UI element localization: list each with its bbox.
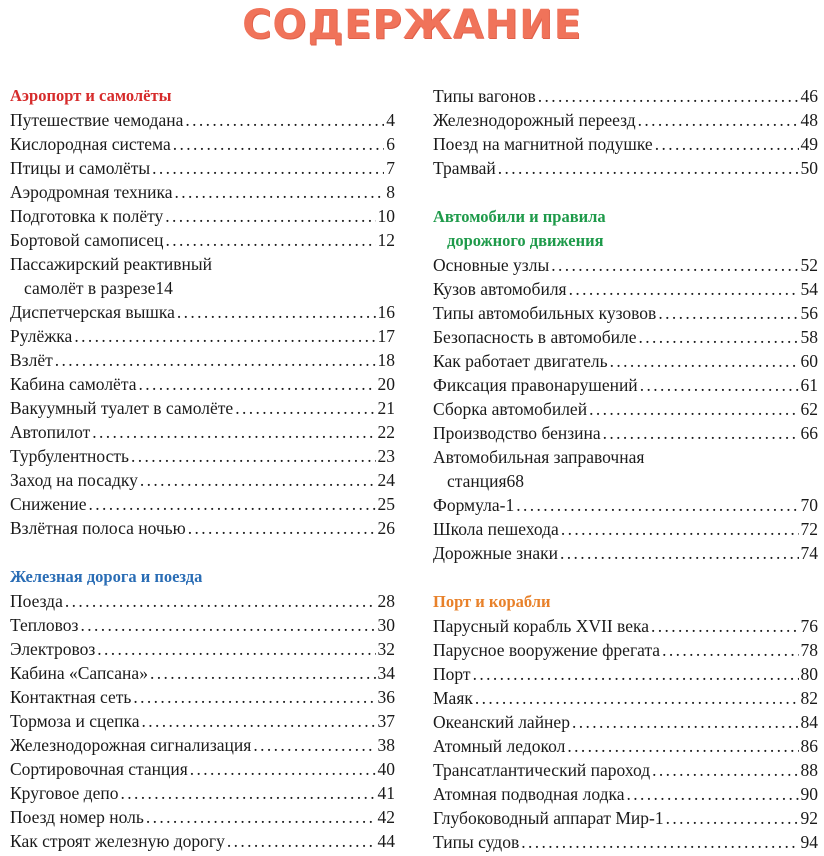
toc-entry-continuation (10, 276, 395, 300)
toc-entry[interactable] (10, 805, 395, 829)
toc-entry[interactable] (10, 733, 395, 757)
toc-page-number: 12 (377, 230, 395, 250)
toc-left-column (10, 84, 395, 853)
toc-entry-title: Кабина «Сапсана» (10, 663, 148, 683)
section-heading (10, 84, 395, 108)
toc-entry[interactable] (10, 156, 395, 180)
toc-page-number: 46 (800, 86, 818, 106)
toc-entry-title: Атомный ледокол (433, 736, 566, 756)
dot-leader (133, 685, 375, 709)
dot-leader (498, 156, 799, 180)
toc-page-number: 80 (800, 664, 818, 684)
dot-leader (152, 156, 384, 180)
toc-entry[interactable] (433, 710, 818, 734)
toc-entry[interactable] (433, 517, 818, 541)
toc-entry[interactable] (10, 300, 395, 324)
toc-entry-title: Школа пешехода (433, 519, 559, 539)
toc-entry[interactable] (10, 781, 395, 805)
toc-entry-title: Основные узлы (433, 255, 550, 275)
toc-page-number: 94 (800, 832, 818, 852)
toc-entry-title: Кабина самолёта (10, 374, 137, 394)
toc-page-number: 66 (800, 423, 818, 443)
dot-leader (652, 758, 798, 782)
dot-leader (610, 349, 799, 373)
toc-entry-title: Дорожные знаки (433, 543, 559, 563)
dot-leader (146, 805, 376, 829)
toc-entry-title: Снижение (10, 494, 87, 514)
toc-page-number: 17 (377, 326, 395, 346)
toc-entry[interactable] (433, 614, 818, 638)
toc-page-number: 16 (377, 302, 395, 322)
toc-page-number: 54 (800, 279, 818, 299)
toc-entry[interactable] (433, 758, 818, 782)
toc-right-column (433, 84, 818, 854)
toc-page-number: 70 (800, 495, 818, 515)
toc-entry-title: Диспетчерская вышка (10, 302, 175, 322)
toc-entry-title: Маяк (433, 688, 473, 708)
toc-entry[interactable] (10, 516, 395, 540)
toc-entry-title: Автомобильная заправочная (433, 447, 645, 467)
toc-page-number: 41 (377, 783, 395, 803)
toc-entry[interactable] (433, 493, 818, 517)
toc-page-number: 62 (800, 399, 818, 419)
toc-entry-title: Пассажирский реактивный (10, 254, 213, 274)
toc-section (433, 205, 818, 565)
toc-entry[interactable] (10, 492, 395, 516)
toc-entry[interactable] (433, 782, 818, 806)
dot-leader (175, 180, 385, 204)
toc-entry-title: Вакуумный туалет в самолёте (10, 398, 234, 418)
dot-leader (561, 517, 799, 541)
section-heading (10, 565, 395, 589)
toc-entry-title: Трамвай (433, 158, 496, 178)
toc-entry-title: Формула-1 (433, 495, 515, 515)
toc-entry[interactable] (10, 372, 395, 396)
section-heading-line: Железная дорога и поезда (10, 567, 203, 586)
dot-leader (640, 373, 799, 397)
toc-entry[interactable] (433, 541, 818, 565)
dot-leader (173, 132, 384, 156)
toc-page-number: 32 (377, 639, 395, 659)
dot-leader (97, 637, 375, 661)
toc-entry-title: Глубоководный аппарат Мир-1 (433, 808, 664, 828)
toc-page-number: 28 (377, 591, 395, 611)
toc-page-number: 72 (800, 519, 818, 539)
toc-entry-title: Турбулентность (10, 446, 129, 466)
toc-entry-title: Путешествие чемодана (10, 110, 184, 130)
toc-entry-title: Сборка автомобилей (433, 399, 588, 419)
toc-page-number: 48 (800, 110, 818, 130)
dot-leader (662, 638, 798, 662)
dot-leader (55, 348, 376, 372)
toc-entry-title: Железнодорожная сигнализация (10, 735, 252, 755)
toc-entry-title: Птицы и самолёты (10, 158, 151, 178)
toc-page-number: 60 (800, 351, 818, 371)
dot-leader (666, 806, 799, 830)
toc-page-number: 20 (377, 374, 395, 394)
toc-entry[interactable] (10, 709, 395, 733)
toc-entry-title: станция (447, 471, 507, 491)
toc-entry-title: Тормоза и сцепка (10, 711, 140, 731)
toc-page-number: 49 (800, 134, 818, 154)
toc-entry[interactable] (10, 228, 395, 252)
toc-entry[interactable] (10, 420, 395, 444)
toc-entry[interactable] (433, 373, 818, 397)
toc-entry[interactable] (433, 806, 818, 830)
dot-leader (92, 420, 375, 444)
toc-entry-title: Поезда (10, 591, 63, 611)
toc-page-number: 40 (377, 759, 395, 779)
toc-entry-title: Автопилот (10, 422, 91, 442)
toc-entry[interactable] (433, 301, 818, 325)
toc-entry-title: Типы автомобильных кузовов (433, 303, 657, 323)
toc-entry-title: Типы вагонов (433, 86, 536, 106)
dot-leader (177, 300, 376, 324)
dot-leader (142, 709, 376, 733)
dot-leader (589, 397, 798, 421)
toc-entry[interactable] (10, 204, 395, 228)
toc-page-number: 50 (800, 158, 818, 178)
toc-entry-title: Электровоз (10, 639, 96, 659)
dot-leader (651, 614, 799, 638)
dot-leader (89, 492, 376, 516)
toc-entry[interactable] (10, 637, 395, 661)
section-heading (433, 205, 818, 253)
toc-page-number: 21 (377, 398, 395, 418)
toc-entry[interactable] (433, 662, 818, 686)
toc-page-number: 23 (377, 446, 395, 466)
dot-leader (235, 396, 375, 420)
dot-leader (638, 108, 799, 132)
toc-page-number: 88 (800, 760, 818, 780)
toc-entry[interactable] (433, 84, 818, 108)
toc-entry[interactable] (10, 180, 395, 204)
toc-page-number: 92 (800, 808, 818, 828)
toc-page-number: 38 (377, 735, 395, 755)
toc-entry[interactable] (433, 253, 818, 277)
toc-page-number: 30 (377, 615, 395, 635)
toc-page-number: 42 (377, 807, 395, 827)
toc-page-number: 74 (800, 543, 818, 563)
toc-page-number: 25 (377, 494, 395, 514)
toc-entry-title: Порт (433, 664, 471, 684)
dot-leader (74, 324, 375, 348)
toc-page-number: 37 (377, 711, 395, 731)
toc-entry-title: Тепловоз (10, 615, 79, 635)
toc-entry-title: Парусный корабль XVII века (433, 616, 649, 636)
dot-leader (572, 710, 799, 734)
dot-leader (166, 228, 376, 252)
toc-entry-title: Безопасность в автомобиле (433, 327, 637, 347)
toc-page-number: 18 (377, 350, 395, 370)
toc-entry[interactable] (433, 638, 818, 662)
toc-entry[interactable] (10, 757, 395, 781)
toc-entry-title: Взлётная полоса ночью (10, 518, 186, 538)
toc-entry-title: самолёт в разрезе (24, 278, 156, 298)
toc-entry[interactable] (10, 661, 395, 685)
toc-page-number: 61 (800, 375, 818, 395)
toc-section (433, 84, 818, 180)
toc-entry[interactable] (433, 325, 818, 349)
toc-entry-title: Бортовой самописец (10, 230, 164, 250)
toc-page-number: 8 (386, 182, 395, 202)
toc-entry-title: Фиксация правонарушений (433, 375, 638, 395)
toc-entry[interactable] (10, 613, 395, 637)
toc-entry[interactable] (433, 108, 818, 132)
dot-leader (638, 325, 798, 349)
dot-leader (569, 277, 799, 301)
toc-entry-title: Трансатлантический пароход (433, 760, 651, 780)
toc-page-number: 36 (377, 687, 395, 707)
toc-entry-title: Кузов автомобиля (433, 279, 567, 299)
dot-leader (185, 108, 384, 132)
toc-entry-title: Подготовка к полёту (10, 206, 164, 226)
toc-entry-title: Типы судов (433, 832, 520, 852)
dot-leader (603, 421, 799, 445)
toc-entry[interactable] (10, 589, 395, 613)
toc-page-number: 82 (800, 688, 818, 708)
toc-entry[interactable] (433, 349, 818, 373)
toc-entry-title: Океанский лайнер (433, 712, 570, 732)
dot-leader (560, 541, 798, 565)
toc-entry-title: Аэродромная техника (10, 182, 173, 202)
toc-entry-title: Круговое депо (10, 783, 119, 803)
dot-leader (538, 84, 799, 108)
toc-entry[interactable] (10, 324, 395, 348)
toc-entry-title: Поезд на магнитной подушке (433, 134, 653, 154)
toc-section (433, 590, 818, 854)
toc-page-number: 58 (800, 327, 818, 347)
toc-page-number: 44 (377, 831, 395, 851)
toc-page-number: 52 (800, 255, 818, 275)
toc-entry[interactable] (10, 829, 395, 853)
toc-entry[interactable] (433, 686, 818, 710)
toc-entry-title: Как работает двигатель (433, 351, 608, 371)
section-heading-line: Аэропорт и самолёты (10, 86, 172, 105)
toc-page-number: 56 (800, 303, 818, 323)
dot-leader (658, 301, 798, 325)
section-heading-line: дорожного движения (447, 231, 604, 250)
section-heading-line: Автомобили и правила (433, 207, 606, 226)
toc-entry[interactable] (433, 421, 818, 445)
toc-entry-title: Парусное вооружение фрегата (433, 640, 661, 660)
toc-page-number: 24 (377, 470, 395, 490)
toc-entry-title: Производство бензина (433, 423, 601, 443)
toc-page-number: 22 (377, 422, 395, 442)
toc-entry[interactable] (10, 444, 395, 468)
dot-leader (473, 662, 799, 686)
toc-entry-title: Кислородная система (10, 134, 171, 154)
toc-entry-title: Железнодорожный переезд (433, 110, 636, 130)
toc-page-number: 14 (155, 278, 173, 298)
dot-leader (253, 733, 375, 757)
toc-entry[interactable] (10, 132, 395, 156)
toc-entry-title: Рулёжка (10, 326, 73, 346)
toc-entry[interactable] (10, 108, 395, 132)
toc-entry[interactable] (433, 156, 818, 180)
dot-leader (190, 757, 376, 781)
toc-entry-title: Контактная сеть (10, 687, 132, 707)
dot-leader (567, 734, 798, 758)
toc-page-number: 90 (800, 784, 818, 804)
toc-entry-title: Взлёт (10, 350, 53, 370)
toc-entry[interactable] (433, 734, 818, 758)
toc-page-number: 7 (386, 158, 395, 178)
dot-leader (140, 468, 376, 492)
toc-page-number: 76 (800, 616, 818, 636)
page-title: СОДЕРЖАНИЕ (242, 2, 582, 48)
toc-entry[interactable] (433, 132, 818, 156)
dot-leader (626, 782, 798, 806)
toc-entry[interactable] (10, 396, 395, 420)
dot-leader (655, 132, 799, 156)
dot-leader (138, 372, 375, 396)
dot-leader (227, 829, 376, 853)
toc-entry-title: Как строят железную дорогу (10, 831, 225, 851)
toc-entry[interactable] (10, 252, 395, 300)
dot-leader (475, 686, 799, 710)
toc-page-number: 26 (377, 518, 395, 538)
toc-section (10, 565, 395, 853)
dot-leader (188, 516, 376, 540)
dot-leader (165, 204, 375, 228)
toc-entry-title: Заход на посадку (10, 470, 138, 490)
toc-entry[interactable] (10, 468, 395, 492)
toc-entry[interactable] (433, 397, 818, 421)
toc-entry[interactable] (433, 830, 818, 854)
toc-entry-title: Атомная подводная лодка (433, 784, 625, 804)
toc-entry[interactable] (10, 348, 395, 372)
section-heading (433, 590, 818, 614)
toc-section (10, 84, 395, 540)
toc-page-number: 4 (386, 110, 395, 130)
toc-entry[interactable] (433, 277, 818, 301)
dot-leader (80, 613, 375, 637)
dot-leader (516, 493, 798, 517)
toc-entry[interactable] (433, 445, 818, 493)
toc-page-number: 86 (800, 736, 818, 756)
toc-entry-title: Поезд номер ноль (10, 807, 144, 827)
toc-entry[interactable] (10, 685, 395, 709)
toc-page-number: 34 (377, 663, 395, 683)
dot-leader (551, 253, 798, 277)
toc-entry-title: Сортировочная станция (10, 759, 188, 779)
dot-leader (120, 781, 375, 805)
section-heading-line: Порт и корабли (433, 592, 551, 611)
toc-entry-continuation (433, 469, 818, 493)
dot-leader (150, 661, 376, 685)
toc-page-number: 78 (800, 640, 818, 660)
toc-page-number: 10 (377, 206, 395, 226)
toc-page-number: 6 (386, 134, 395, 154)
dot-leader (131, 444, 376, 468)
toc-page-number: 68 (506, 471, 525, 491)
dot-leader (65, 589, 376, 613)
toc-page-number: 84 (800, 712, 818, 732)
dot-leader (521, 830, 798, 854)
